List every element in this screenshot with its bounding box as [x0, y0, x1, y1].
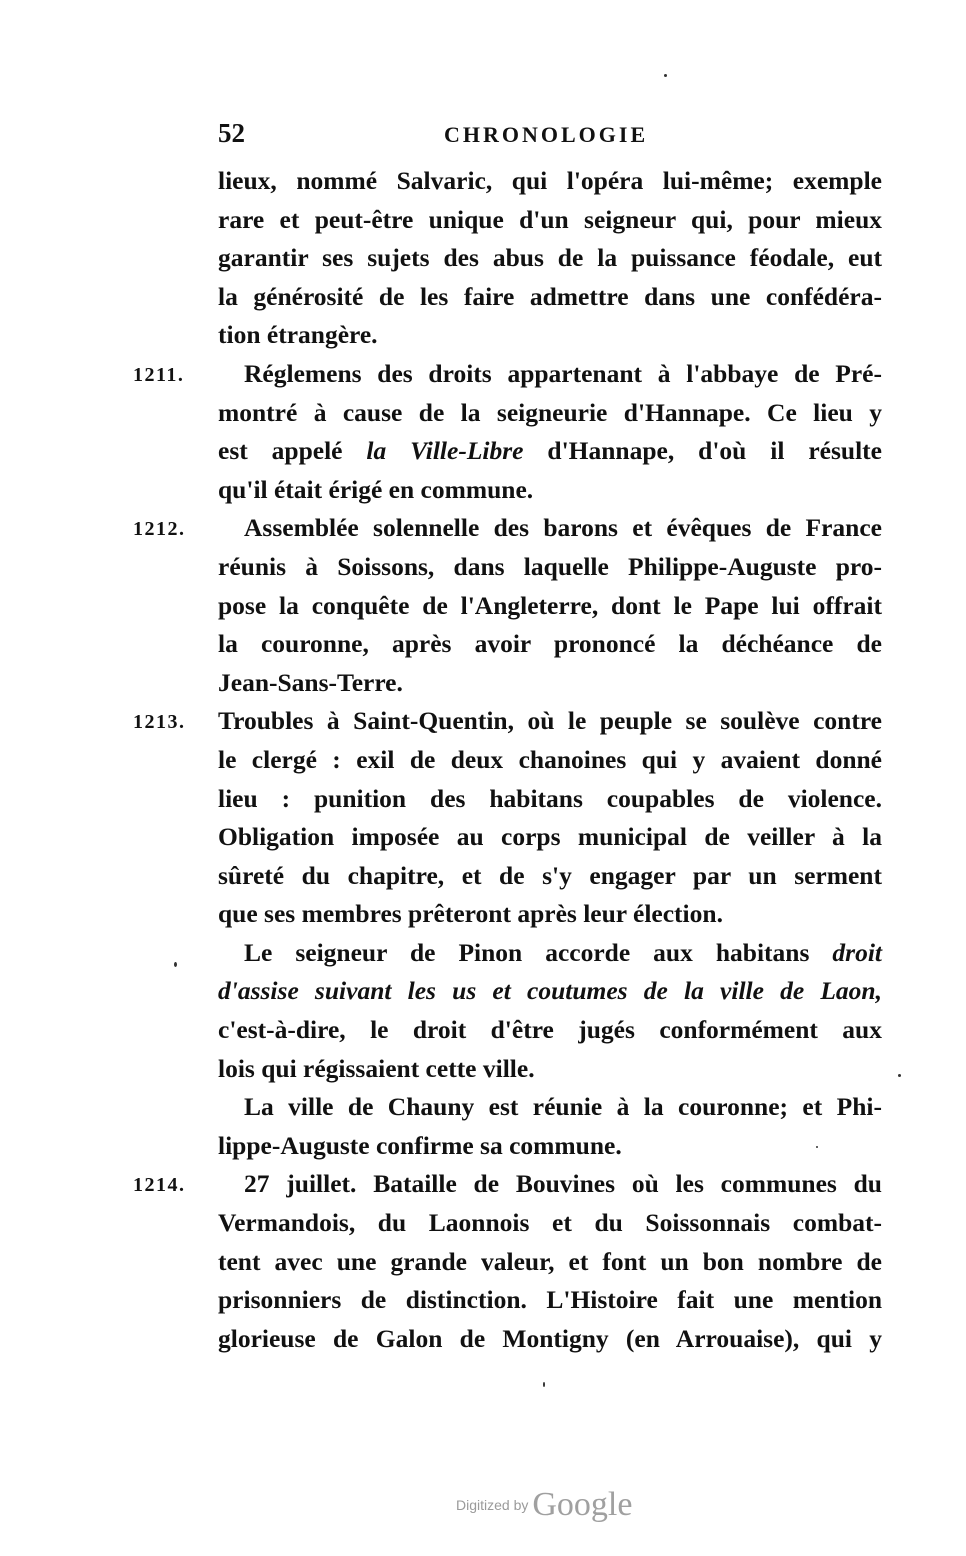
line-text: c'est-à-dire, le droit d'être jugés conformément aux	[218, 1015, 882, 1045]
line-text: la générosité de les faire admettre dans une confédéra-	[218, 281, 882, 311]
line-text-italic: droit	[832, 937, 882, 967]
text-line	[0, 1088, 966, 1127]
paper-speck	[664, 74, 667, 77]
paper-speck	[543, 1382, 545, 1387]
line-text: montré à cause de la seigneurie d'Hannape. Ce lieu y	[218, 397, 882, 427]
text-line	[0, 1127, 966, 1166]
line-text-italic: la Ville-Libre	[366, 436, 524, 466]
text-line	[0, 1243, 966, 1282]
text-line	[0, 702, 966, 741]
text-line	[0, 509, 966, 548]
text-line	[0, 895, 966, 934]
text-line	[0, 587, 966, 626]
line-text: lois qui régissaient cette ville.	[218, 1053, 535, 1083]
line-text-roman: d'Hannape, d'où il résulte	[523, 436, 882, 466]
year-marker: 1211.	[133, 363, 185, 386]
line-text: lippe-Auguste confirme sa commune.	[218, 1130, 622, 1160]
year-marker: 1213.	[133, 711, 186, 734]
paper-speck	[898, 1074, 901, 1077]
line-text: le clergé : exil de deux chanoines qui y avaient donné	[218, 744, 882, 774]
line-text: réunis à Soissons, dans laquelle Philippe-Auguste pro-	[218, 551, 882, 581]
text-line	[0, 1320, 966, 1359]
line-text: qu'il était érigé en commune.	[218, 474, 534, 504]
text-line	[0, 201, 966, 240]
line-text: La ville de Chauny est réunie à la couronne; et Phi-	[244, 1092, 882, 1122]
text-line	[0, 972, 966, 1011]
line-text: lieux, nommé Salvaric, qui l'opéra lui-même; exemple	[218, 166, 882, 195]
text-line	[0, 471, 966, 510]
year-marker: 1214.	[133, 1174, 186, 1197]
text-line	[0, 857, 966, 896]
line-text-italic: d'assise suivant les us et coutumes de la ville de Laon,	[218, 976, 882, 1006]
line-text: glorieuse de Galon de Montigny (en Arrouaise), qui y	[218, 1323, 882, 1353]
line-text: Assemblée solennelle des barons et évêques de France	[244, 513, 882, 543]
text-line	[0, 548, 966, 587]
line-text: que ses membres prêteront après leur élection.	[218, 899, 723, 929]
text-line	[0, 316, 966, 355]
text-line	[0, 432, 966, 471]
line-text	[218, 972, 882, 1011]
line-text: prisonniers de distinction. L'Histoire fait une mention	[218, 1285, 882, 1315]
page-header	[218, 118, 882, 158]
text-line	[0, 780, 966, 819]
text-line	[0, 1050, 966, 1089]
watermark-prefix: Digitized by	[456, 1497, 529, 1513]
text-line	[0, 818, 966, 857]
text-line	[0, 625, 966, 664]
line-text	[244, 934, 882, 973]
text-line	[0, 278, 966, 317]
line-text: garantir ses sujets des abus de la puissance féodale, eut	[218, 243, 882, 273]
text-line	[0, 1165, 966, 1204]
text-line	[0, 741, 966, 780]
text-line	[0, 239, 966, 278]
text-line	[0, 1204, 966, 1243]
line-text: pose la conquête de l'Angleterre, dont le Pape lui offrait	[218, 590, 882, 620]
line-text	[218, 432, 882, 471]
text-line	[0, 1281, 966, 1320]
line-text-roman: Le seigneur de Pinon accorde aux habitans	[244, 937, 833, 967]
text-line	[0, 394, 966, 433]
line-text: Vermandois, du Laonnois et du Soissonnais combat-	[218, 1208, 882, 1238]
line-text: tion étrangère.	[218, 320, 378, 350]
text-line	[0, 162, 966, 201]
line-text: Réglemens des droits appartenant à l'abbaye de Pré-	[244, 358, 882, 388]
body-text	[0, 162, 966, 1358]
line-text: Troubles à Saint-Quentin, où le peuple se soulève contre	[218, 706, 882, 736]
text-line	[0, 934, 966, 973]
line-text: tent avec une grande valeur, et font un bon nombre de	[218, 1246, 882, 1276]
line-text: la couronne, après avoir prononcé la déchéance de	[218, 629, 882, 659]
line-text: lieu : punition des habitans coupables de violence.	[218, 783, 882, 813]
line-text: Jean-Sans-Terre.	[218, 667, 403, 697]
watermark-logo: Google	[532, 1486, 633, 1523]
text-line	[0, 355, 966, 394]
text-line	[0, 1011, 966, 1050]
paper-speck	[816, 1146, 818, 1148]
line-text: 27 juillet. Bataille de Bouvines où les communes du	[244, 1169, 882, 1199]
line-text: Obligation imposée au corps municipal de veiller à la	[218, 822, 882, 852]
digitization-watermark	[456, 1486, 632, 1526]
line-text: sûreté du chapitre, et de s'y engager par un serment	[218, 860, 882, 890]
paper-speck	[174, 962, 177, 967]
line-text: rare et peut-être unique d'un seigneur qui, pour mieux	[218, 204, 882, 234]
line-text-roman: est appelé	[218, 436, 367, 466]
text-line	[0, 664, 966, 703]
page-number: 52	[218, 118, 245, 148]
running-title: CHRONOLOGIE	[444, 122, 649, 147]
year-marker: 1212.	[133, 518, 186, 541]
